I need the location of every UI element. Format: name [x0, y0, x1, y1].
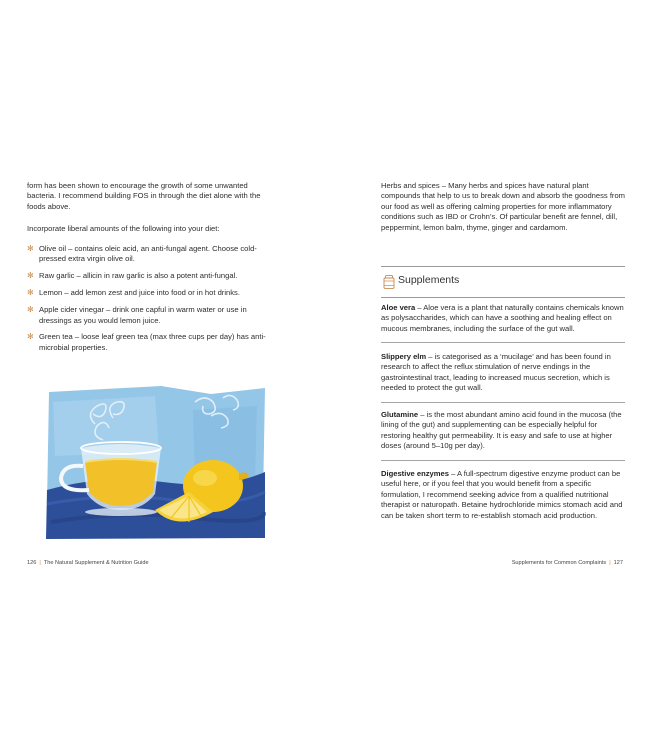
lead-paragraph: Incorporate liberal amounts of the following into your diet: — [27, 224, 220, 233]
entry-term: Aloe vera — [381, 303, 416, 312]
entry-term: Digestive enzymes — [381, 469, 449, 478]
chapter-title: Supplements for Common Complaints — [511, 560, 607, 566]
tea-and-lemon-illustration — [43, 382, 266, 539]
list-item: ✻ Apple cider vinegar – drink one capful in warm water or use in dressings as you would lemon juice. — [27, 305, 247, 325]
list-item: ✻ Olive oil – contains oleic acid, an anti-fungal agent. Choose cold-pressed extra virgin olive oil. — [27, 244, 257, 264]
asterisk-bullet-icon: ✻ — [27, 332, 34, 342]
entry-slippery-elm — [381, 352, 625, 403]
entry-term: Glutamine — [381, 410, 419, 419]
list-item: ✻ Raw garlic – allicin in raw garlic is also a potent anti-fungal. — [27, 271, 238, 281]
entry-text: – A full-spectrum digestive enzyme product can be useful here, or if you feel that you would benefit from a specific formulation, I recommend seeking advice from a qualified nutritional therapist or naturopath. Betaine hydrochloride mimics stomach acid and can be taken short term to re-establish stomach acid production. — [381, 469, 623, 520]
entry-glutamine — [381, 410, 625, 461]
book-title: The Natural Supplement & Nutrition Guide — [43, 560, 149, 566]
section-title: Supplements — [398, 274, 460, 286]
herbs-paragraph: Herbs and spices – Many herbs and spices have natural plant compounds that help to us to break down and absorb the goodness from our food as well as offering calming properties for more inflammatory conditions such as IBD or Crohn’s. Of particular benefit are fennel, dill, peppermint, lemon balm, thyme, ginger and cardamom. — [381, 181, 626, 232]
food-list — [27, 244, 274, 360]
entry-term: Slippery elm — [381, 352, 427, 361]
page-number: 127 — [613, 560, 623, 566]
asterisk-bullet-icon: ✻ — [27, 271, 34, 281]
supplement-jar-icon — [383, 275, 395, 289]
asterisk-bullet-icon: ✻ — [27, 288, 34, 298]
footer-separator: | — [39, 560, 41, 566]
page-number: 126 — [27, 560, 37, 566]
entry-digestive-enzymes — [381, 469, 625, 521]
asterisk-bullet-icon: ✻ — [27, 305, 34, 315]
section-header — [381, 266, 625, 298]
asterisk-bullet-icon: ✻ — [27, 244, 34, 253]
entry-aloe-vera — [381, 303, 625, 343]
list-item: ✻ Lemon – add lemon zest and juice into food or in hot drinks. — [27, 288, 240, 298]
left-footer — [27, 560, 149, 566]
footer-separator: | — [609, 560, 611, 566]
entry-text: – is categorised as a ‘mucilage’ and has been found in research to affect the reflux stimulation of nerve endings in the gastrointestinal tract, leading to increased mucus secretion, which is needed to protect the gut wall. — [381, 352, 611, 393]
right-page — [325, 0, 650, 750]
entry-text: – is the most abundant amino acid found in the mucosa (the lining of the gut) and supplementing can be especially helpful for restoring healthy gut permeability. It is easy and safe to use at higher doses (around 5–10g per day). — [381, 410, 622, 451]
intro-paragraph: form has been shown to encourage the growth of some unwanted bacteria. I recommend building FOS in through the diet alone with the foods above. — [27, 181, 261, 211]
entry-text: – Aloe vera is a plant that naturally contains chemicals known as polysaccharides, which can have a soothing and healing effect on mucous membranes, including the surface of the gut wall. — [381, 303, 624, 333]
list-item: ✻ Green tea – loose leaf green tea (max three cups per day) has anti-microbial properties. — [27, 332, 266, 352]
right-footer — [512, 560, 623, 566]
